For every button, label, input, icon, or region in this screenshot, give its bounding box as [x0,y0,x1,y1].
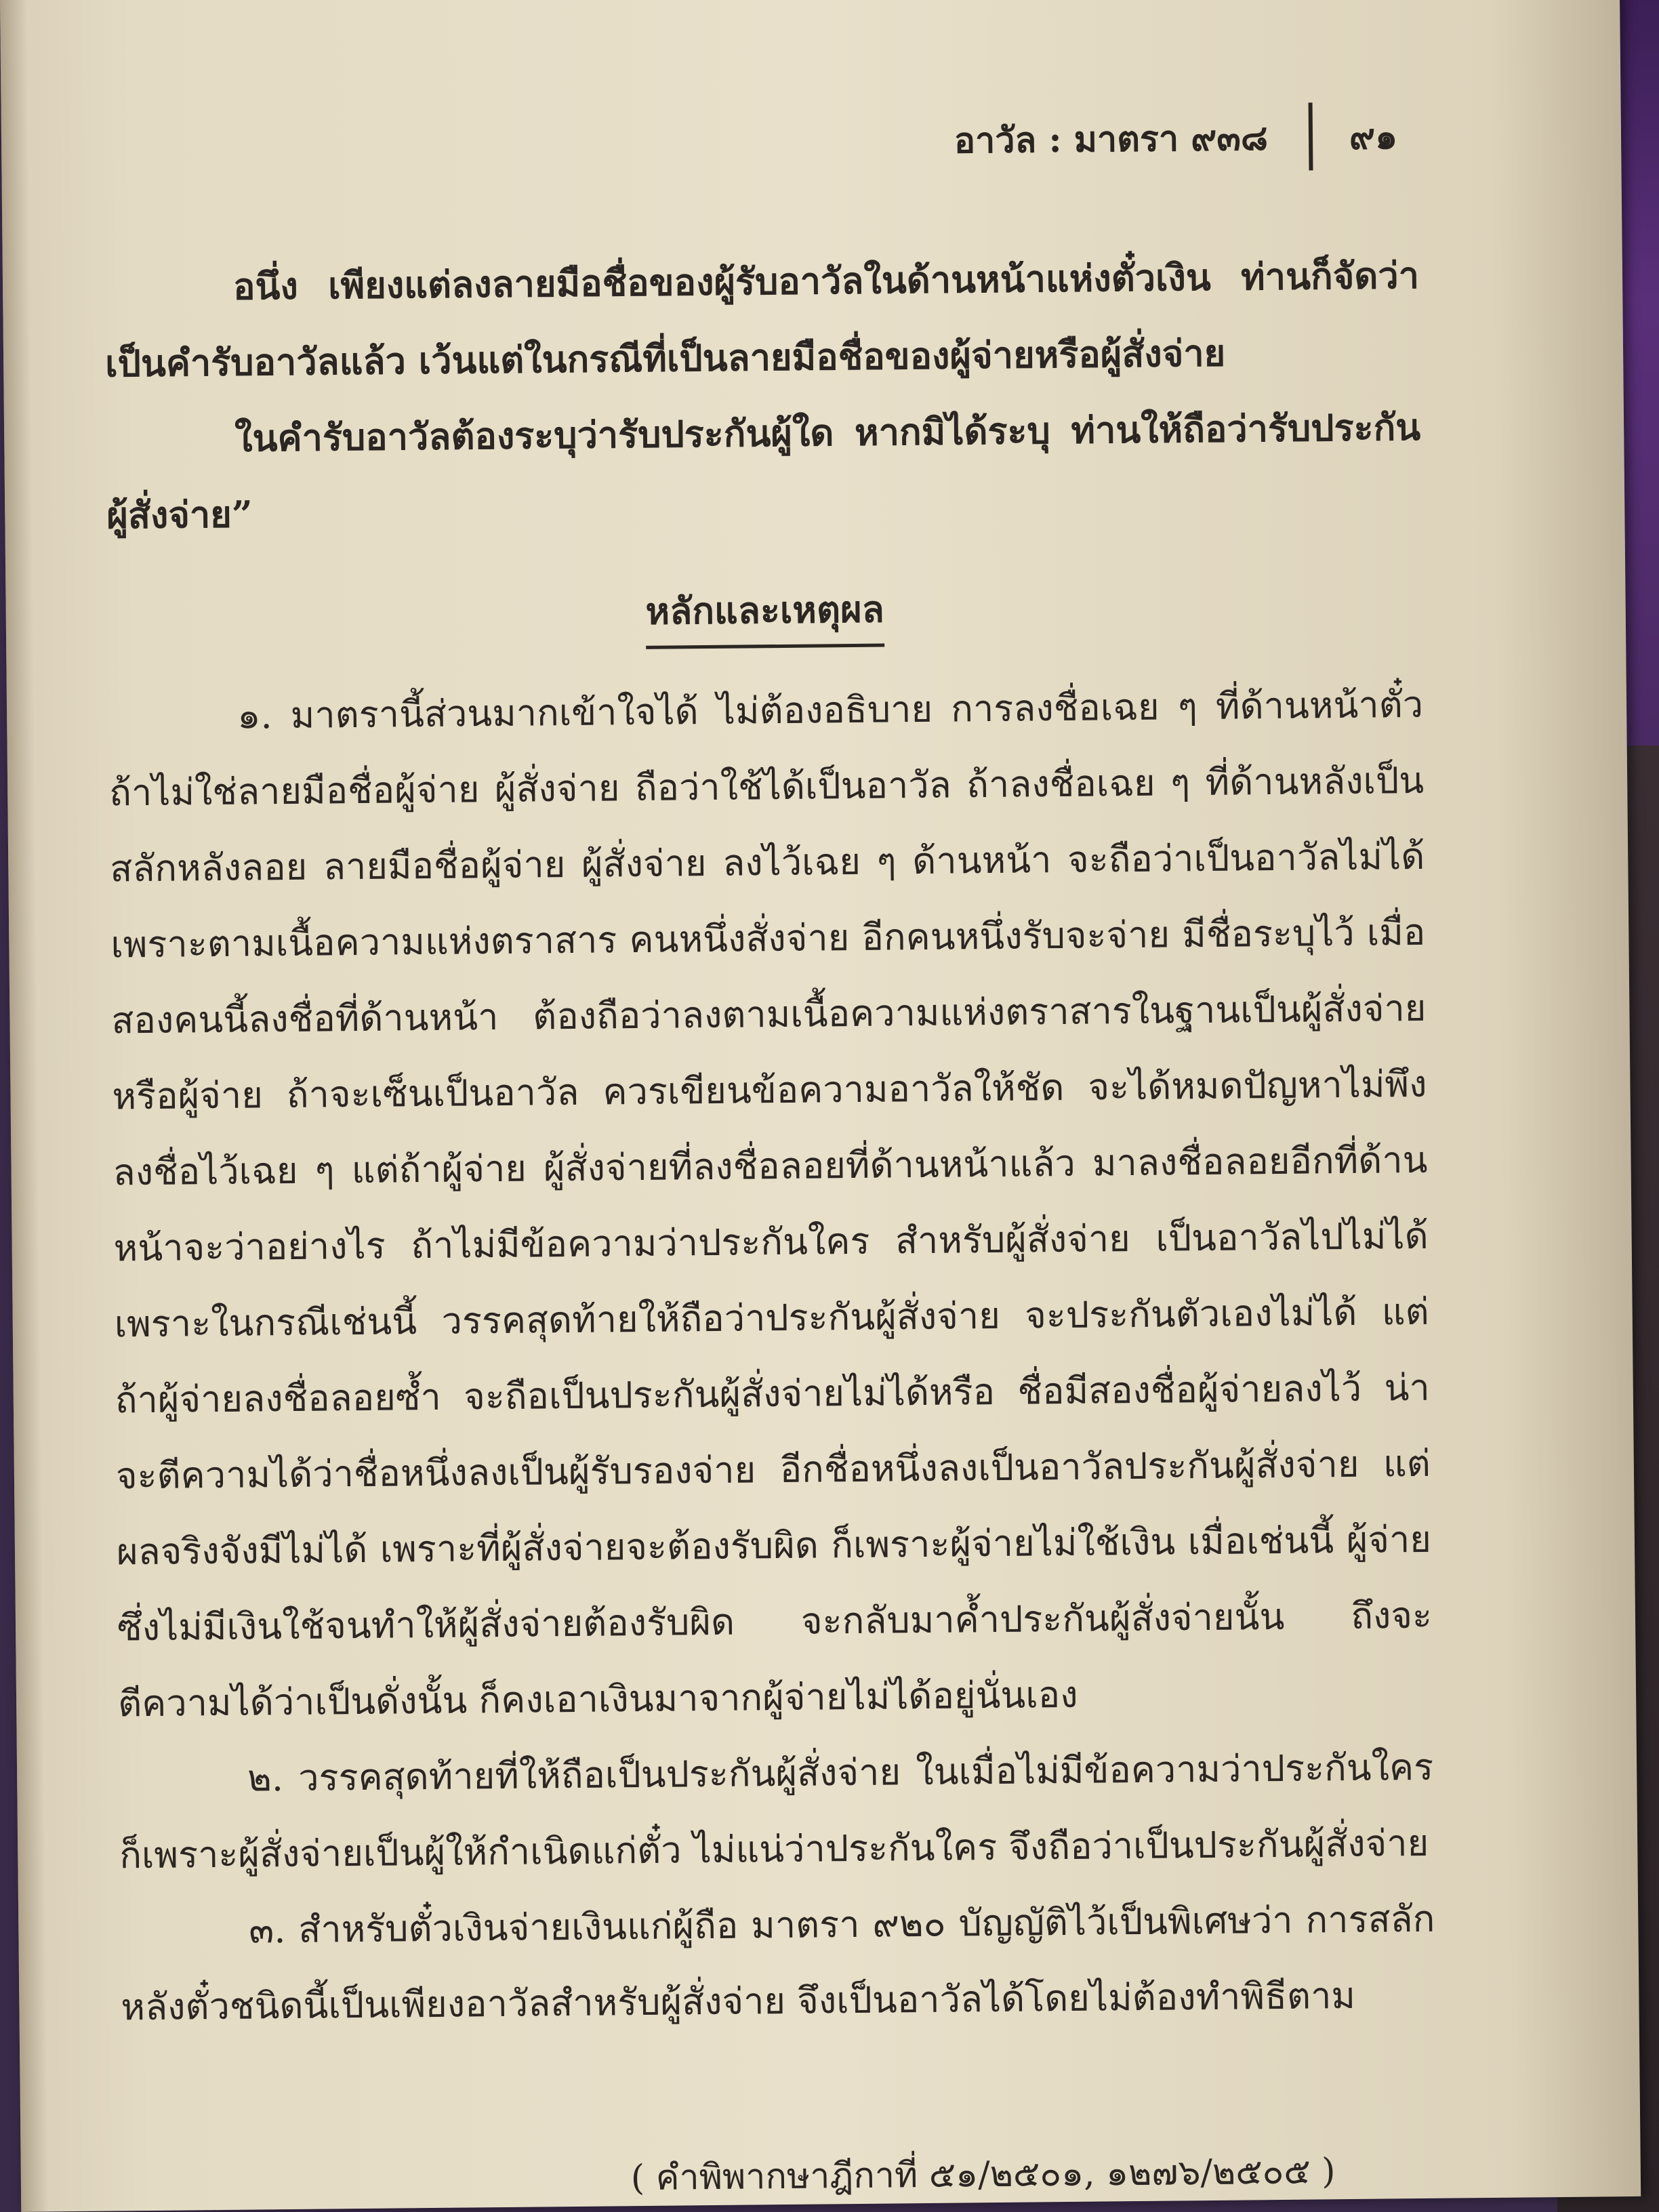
case-reference: ( คำพิพากษาฎีกาที่ ๕๑/๒๕๐๑, ๑๒๗๖/๒๕๐๕ ) [630,2151,1336,2199]
commentary-paragraph-3: ๓. สำหรับตั๋วเงินจ่ายเงินแก่ผู้ถือ มาตรา ๙๒๐ บัญญัติไว้เป็นพิเศษว่า การสลักหลังตั๋วชนิดนี้เป็นเพียงอาวัลสำหรับผู้สั่งจ่าย จึงเป็นอาวัลได้โดยไม่ต้องทำพิธีตาม [121,1897,1435,2029]
page-header [954,102,1397,173]
page-gutter-shadow [0,0,48,2212]
page-number: ๙๑ [1349,115,1398,158]
section-heading-text: หลักและเหตุผล [645,579,884,649]
running-title: อาวัล : มาตรา ๙๓๘ [954,117,1269,161]
statute-paragraph-2: ในคำรับอาวัลต้องระบุว่ารับประกันผู้ใด หากมิได้ระบุ ท่านให้ถือว่ารับประกันผู้สั่งจ่าย” [106,405,1421,537]
header-separator [1308,102,1313,170]
statute-paragraph-1: อนึ่ง เพียงแต่ลงลายมือชื่อของผู้รับอาวัลในด้านหน้าแห่งตั๋วเงิน ท่านก็จัดว่าเป็นคำรับอาวัลแล้ว เว้นแต่ในกรณีที่เป็นลายมือชื่อของผู้จ่ายหรือผู้สั่งจ่าย [104,253,1420,386]
commentary-paragraph-1: ๑. มาตรานี้ส่วนมากเข้าใจได้ ไม่ต้องอธิบาย การลงชื่อเฉย ๆ ที่ด้านหน้าตั๋ว ถ้าไม่ใช่ลายมือชื่อผู้จ่าย ผู้สั่งจ่าย ถือว่าใช้ได้เป็นอาวัล ถ้าลงชื่อเฉย ๆ ที่ด้านหลังเป็นสลักหลังลอย ลายมือชื่อผู้จ่าย ผู้สั่งจ่าย ลงไว้เฉย ๆ ด้านหน้า จะถือว่าเป็นอาวัลไม่ได้ เพราะตามเนื้อความแห่งตราสาร คนหนึ่งสั่งจ่าย อีกคนหนึ่งรับจะจ่าย มีชื่อระบุไว้ เมื่อสองคนนี้ลงชื่อที่ด้านหน้า ต้องถือว่าลงตามเนื้อความแห่งตราสารในฐานเป็นผู้สั่งจ่ายหรือผู้จ่าย ถ้าจะเซ็นเป็นอาวัล ควรเขียนข้อความอาวัลให้ชัด จะได้หมดปัญหาไม่พึงลงชื่อไว้เฉย ๆ แต่ถ้าผู้จ่าย ผู้สั่งจ่ายที่ลงชื่อลอยที่ด้านหน้าแล้ว มาลงชื่อลอยอีกที่ด้านหน้าจะว่าอย่างไร ถ้าไม่มีข้อความว่าประกันใคร สำหรับผู้สั่งจ่าย เป็นอาวัลไปไม่ได้ เพราะในกรณีเช่นนี้ วรรคสุดท้ายให้ถือว่าประกันผู้สั่งจ่าย จะประกันตัวเองไม่ได้ แต่ถ้าผู้จ่ายลงชื่อลอยซ้ำ จะถือเป็นประกันผู้สั่งจ่ายไม่ได้หรือ ชื่อมีสองชื่อผู้จ่ายลงไว้ น่าจะตีความได้ว่าชื่อหนึ่งลงเป็นผู้รับรองจ่าย อีกชื่อหนึ่งลงเป็นอาวัลประกันผู้สั่งจ่าย แต่ผลจริงจังมีไม่ได้ เพราะที่ผู้สั่งจ่ายจะต้องรับผิด ก็เพราะผู้จ่ายไม่ใช้เงิน เมื่อเช่นนี้ ผู้จ่ายซึ่งไม่มีเงินใช้จนทำให้ผู้สั่งจ่ายต้องรับผิด จะกลับมาค้ำประกันผู้สั่งจ่ายนั้น ถึงจะตีความได้ว่าเป็นดั่งนั้น ก็คงเอาเงินมาจากผู้จ่ายไม่ได้อยู่นั่นเอง [108,682,1433,1725]
section-heading [107,560,1422,661]
page-body [104,237,1436,2046]
commentary-paragraph-2: ๒. วรรคสุดท้ายที่ให้ถือเป็นประกันผู้สั่งจ่าย ในเมื่อไม่มีข้อความว่าประกันใคร ก็เพราะผู้สั่งจ่ายเป็นผู้ให้กำเนิดแก่ตั๋ว ไม่แน่ว่าประกันใคร จึงถือว่าเป็นประกันผู้สั่งจ่าย [119,1745,1434,1877]
